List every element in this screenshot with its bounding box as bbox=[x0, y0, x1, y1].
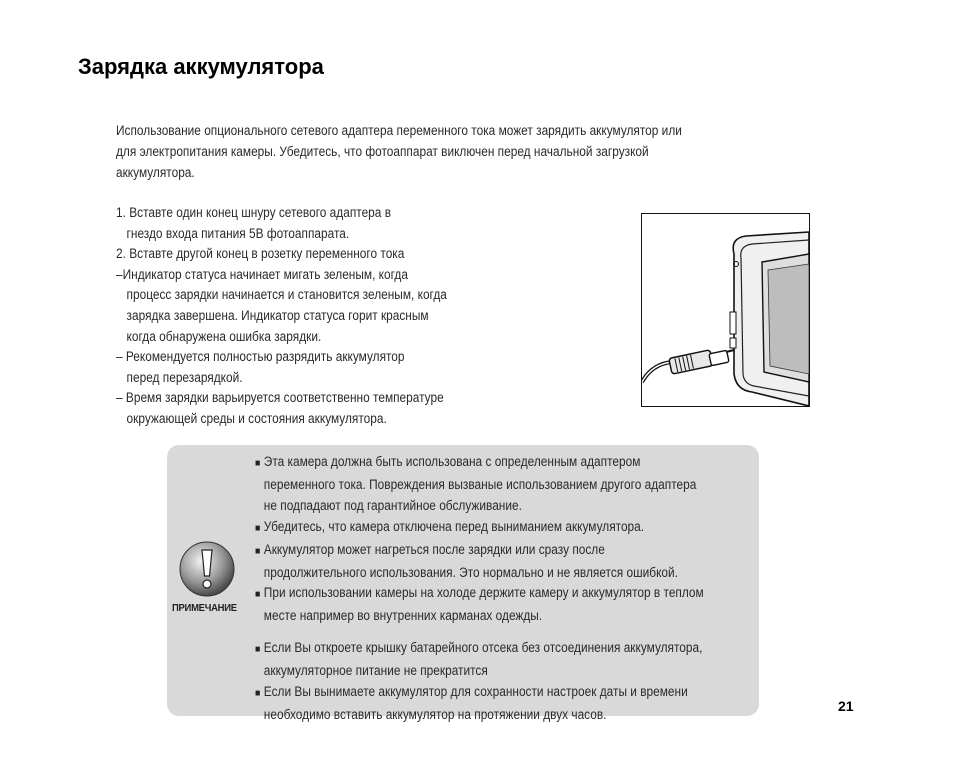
step-line: –Индикатор статуса начинает мигать зеленым, когда bbox=[116, 266, 408, 282]
bullet-icon: ■ bbox=[255, 688, 261, 700]
page-title: Зарядка аккумулятора bbox=[78, 54, 324, 79]
note-item: ■ При использовании камеры на холоде держите камеру и аккумулятор в теплом месте например во внутренних карманах одежды. bbox=[255, 585, 704, 624]
bullet-icon: ■ bbox=[255, 458, 261, 469]
note-item: ■ Если Вы откроете крышку батарейного отсека без отсоединения аккумулятора, аккумуляторное питание не прекратится bbox=[255, 640, 703, 679]
note-label: ПРИМЕЧАНИЕ bbox=[172, 602, 237, 614]
note-item: ■ Аккумулятор может нагреться после зарядки или сразу после продолжительного использования. Это нормально и не является ошибкой. bbox=[255, 541, 678, 580]
intro-line: для электропитания камеры. Убедитесь, что фотоаппарат виключен перед начальной загрузкой bbox=[116, 144, 649, 159]
note-item: ■ Если Вы вынимаете аккумулятор для сохранности настроек даты и времени необходимо вставить аккумулятор на протяжении двух часов. bbox=[255, 684, 688, 722]
bullet-icon: ■ bbox=[255, 589, 261, 601]
step-line: зарядка завершена. Индикатор статуса горит красным bbox=[126, 307, 429, 323]
camera-plug-icon bbox=[642, 214, 809, 406]
step-line: 2. Вставте другой конец в розетку переменного тока bbox=[116, 246, 405, 262]
step-line: когда обнаружена ошибка зарядки. bbox=[126, 328, 322, 344]
step-line: перед перезарядкой. bbox=[126, 369, 243, 385]
note-item: ■ Убедитесь, что камера отключена перед выниманием аккумулятора. bbox=[255, 517, 757, 540]
step-line: 1. Вставте один конец шнуру сетевого адаптера в bbox=[116, 205, 392, 220]
camera-adapter-illustration bbox=[641, 213, 810, 407]
bullet-icon: ■ bbox=[255, 644, 261, 656]
note-list bbox=[255, 452, 757, 726]
intro-line: Использование опционального сетевого адаптера переменного тока может зарядить аккумулятор или bbox=[116, 123, 682, 138]
note-item: ■ Эта камера должна быть использована с определенным адаптером переменного тока. Повреждения вызваные использованием другого адаптера не подпадают под гарантийное обслуживание. bbox=[255, 454, 697, 513]
intro-line: аккумулятора. bbox=[116, 165, 195, 180]
exclamation-icon bbox=[178, 540, 236, 598]
step-line: – Рекомендуется полностью разрядить аккумулятор bbox=[116, 349, 405, 365]
step-line: окружающей среды и состояния аккумулятора. bbox=[126, 410, 387, 426]
steps-list bbox=[116, 203, 521, 430]
step-line: гнездо входа питания 5В фотоаппарата. bbox=[126, 225, 350, 241]
step-line: – Время зарядки варьируется соответственно температуре bbox=[116, 390, 444, 406]
bullet-icon: ■ bbox=[255, 545, 261, 557]
bullet-icon: ■ bbox=[255, 522, 261, 534]
step-line: процесс зарядки начинается и становится зеленым, когда bbox=[126, 287, 447, 303]
intro-paragraph bbox=[116, 120, 750, 183]
page-number: 21 bbox=[838, 698, 854, 714]
